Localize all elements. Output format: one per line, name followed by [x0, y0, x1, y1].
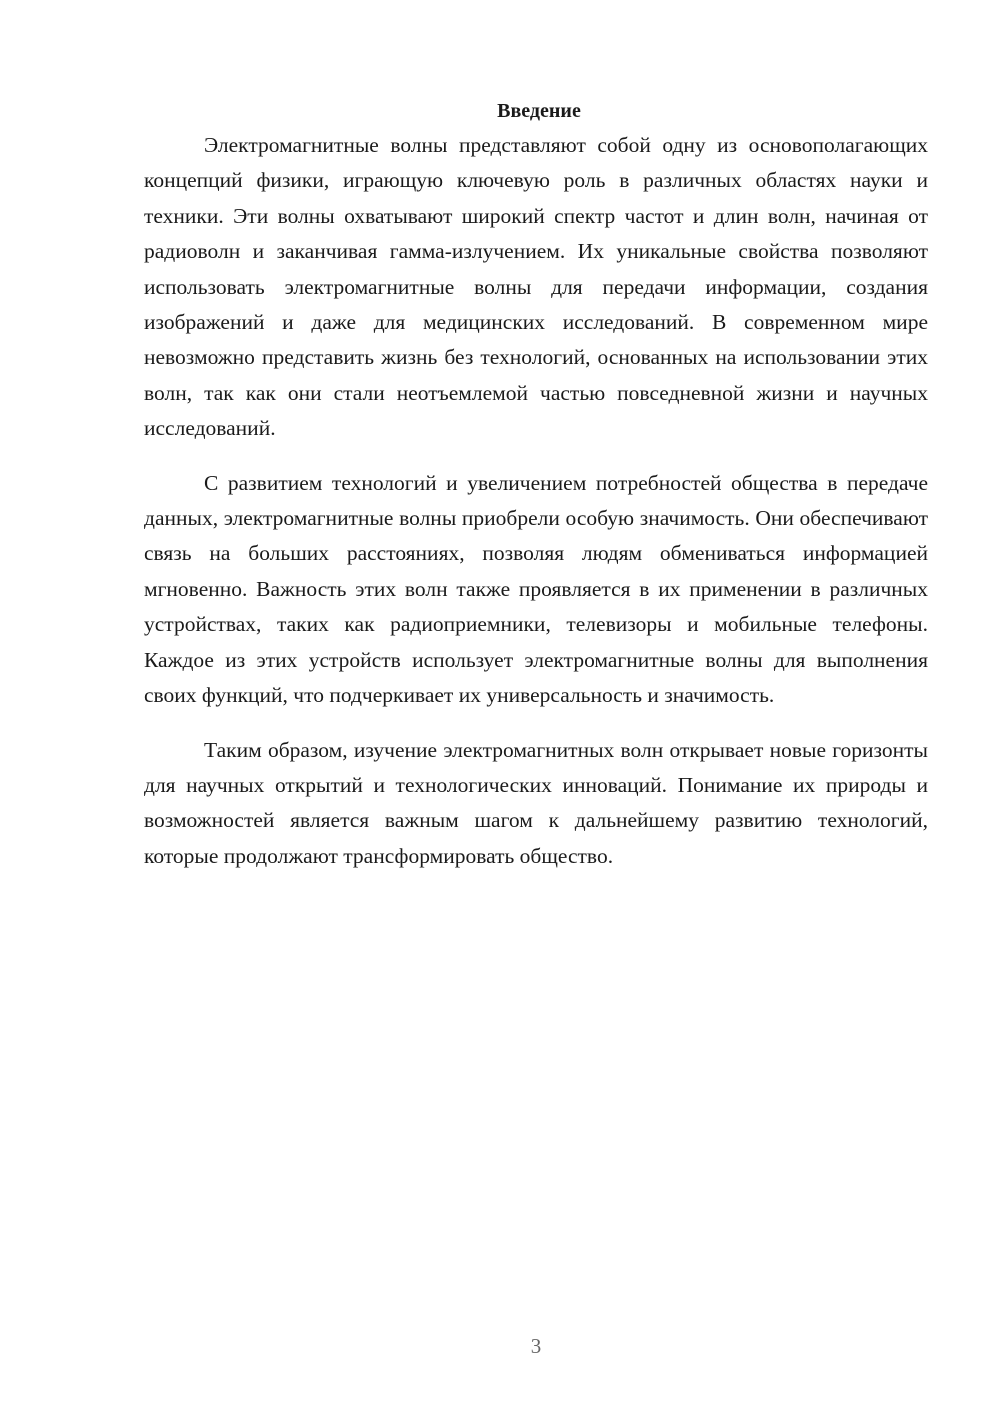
page-body	[144, 94, 928, 874]
paragraph-1: Электромагнитные волны представляют собой одну из основополагающих концепций физики, играющую ключевую роль в различных областях науки и техники. Эти волны охватывают широкий спектр частот и длин волн, начиная от радиоволн и заканчивая гамма-излучением. Их уникальные свойства позволяют использовать электромагнитные волны для передачи информации, создания изображений и даже для медицинских исследований. В современном мире невозможно представить жизнь без технологий, основанных на использовании этих волн, так как они стали неотъемлемой частью повседневной жизни и научных исследований.	[144, 133, 928, 441]
section-title: Введение	[497, 100, 581, 122]
page-number: 3	[530, 1334, 542, 1358]
paragraph-2: С развитием технологий и увеличением потребностей общества в передаче данных, электромагнитные волны приобрели особую значимость. Они обеспечивают связь на больших расстояниях, позволяя людям обмениваться информацией мгновенно. Важность этих волн также проявляется в их применении в различных устройствах, таких как радиоприемники, телевизоры и мобильные телефоны. Каждое из этих устройств использует электромагнитные волны для выполнения своих функций, что подчеркивает их универсальность и значимость.	[144, 470, 928, 708]
paragraph-3: Таким образом, изучение электромагнитных волн открывает новые горизонты для научных открытий и технологических инноваций. Понимание их природы и возможностей является важным шагом к дальнейшему развитию технологий, которые продолжают трансформировать общество.	[144, 737, 928, 868]
